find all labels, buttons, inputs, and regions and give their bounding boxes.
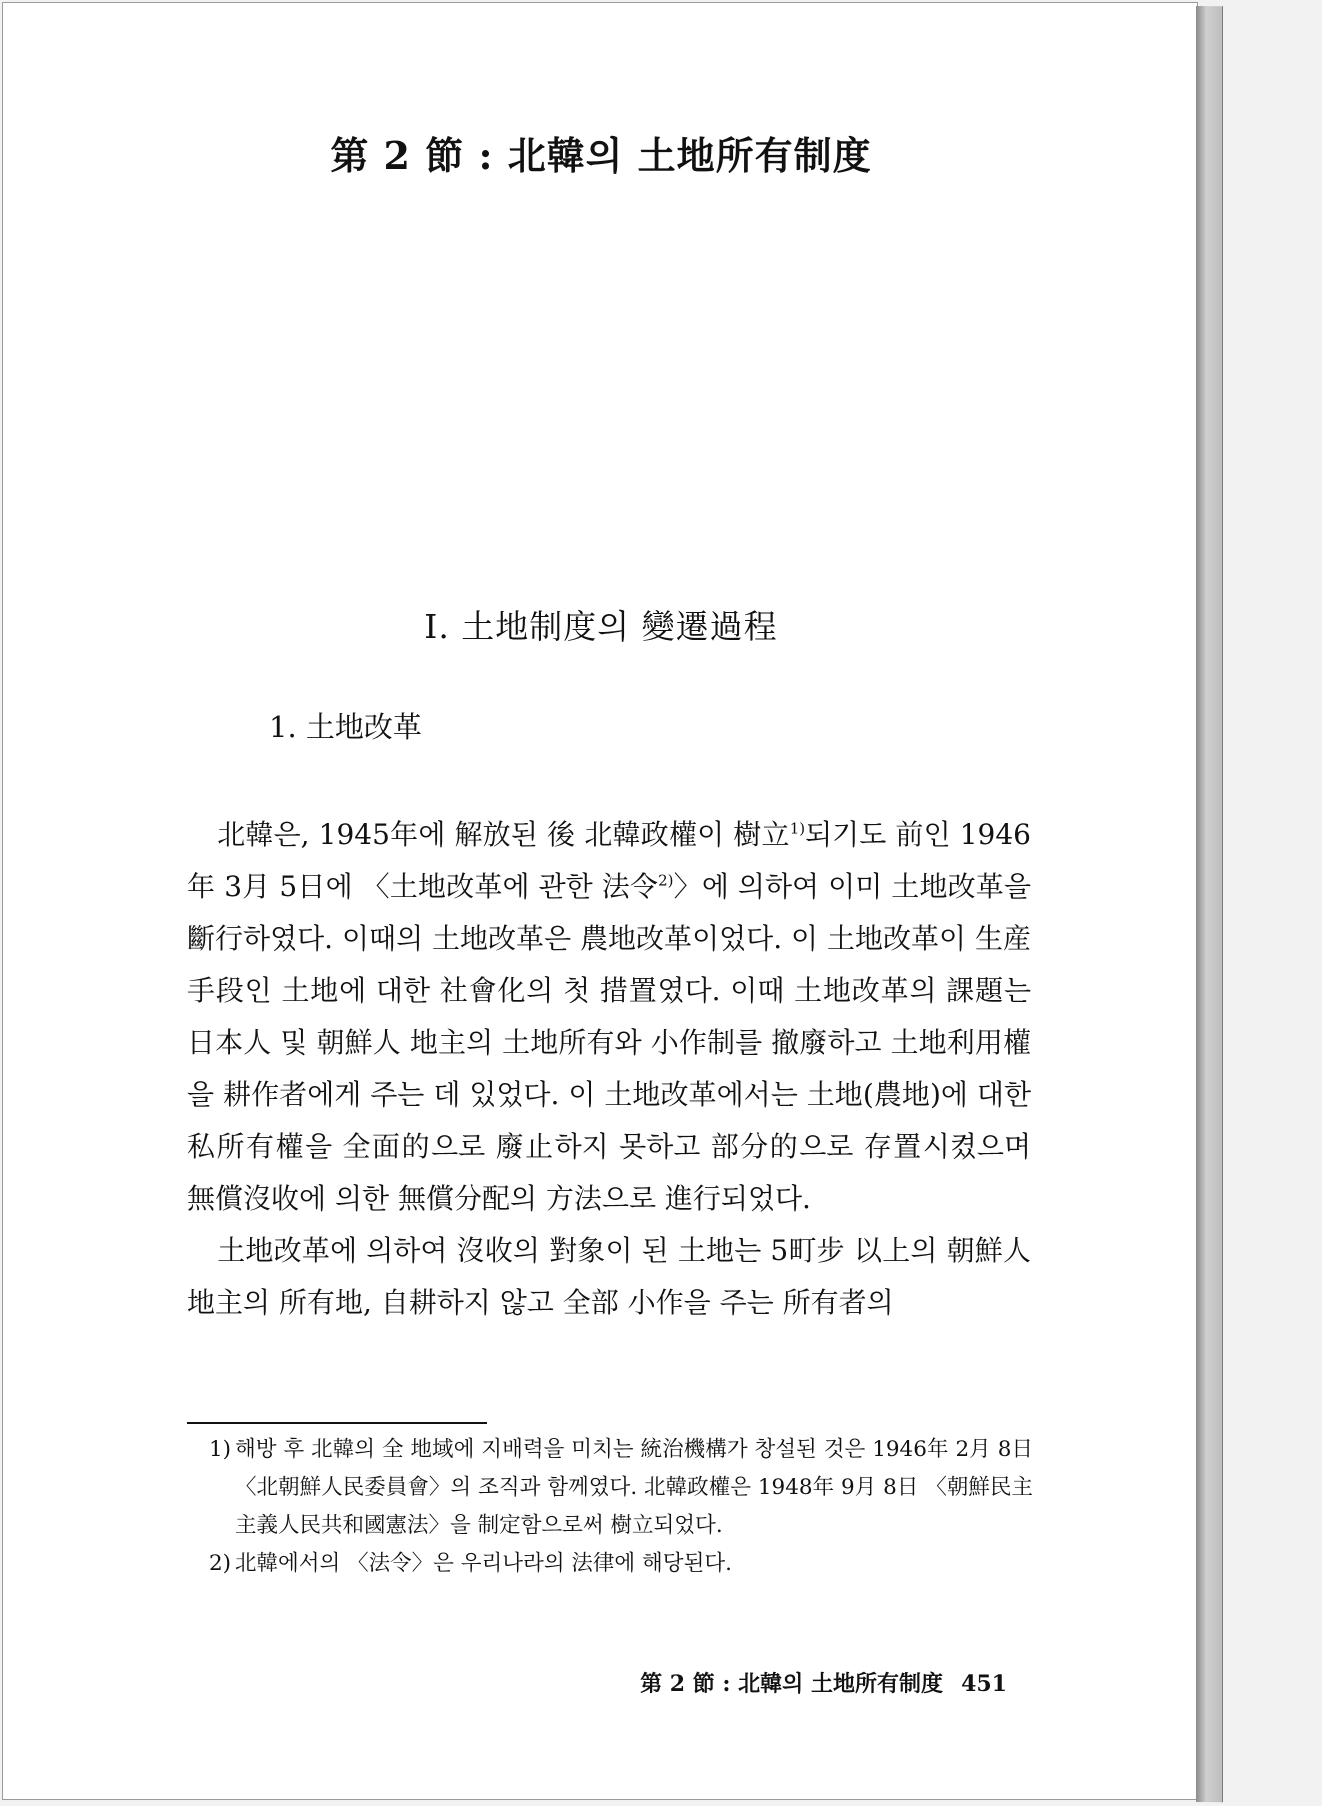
running-footer [640,1667,1007,1698]
section-title: 第 2 節 : 北韓의 土地所有制度 [330,133,872,178]
footnote-divider [187,1422,487,1424]
footnote-marker-2: 2) [658,871,674,890]
page-number: 451 [961,1671,1007,1697]
running-title: 第 2 節 : 北韓의 土地所有制度 [640,1671,944,1697]
paragraph-1-part-a: 北韓은, 1945年에 解放된 後 北韓政權이 樹立 [217,818,790,851]
paragraph-1-part-b: 되기도 前인 1946年 3月 5日에 〈土地改革에 관한 法令 [187,818,1031,903]
paragraph-1-part-c: 〉에 의하여 이미 土地改革을 斷行하였다. 이때의 土地改革은 農地改革이었다. 이 土地改革이 生産手段인 土地에 대한 社會化의 첫 措置였다. 이때 土地改革의 課題는 日本人 및 朝鮮人 地主의 土地所有와 小作制를 撤廢하고 土地利用權을 耕作者에게 주는 데 있었다. 이 土地改革에서는 土地(農地)에 대한 私所有權을 全面的으로 廢止하지 못하고 部分的으로 存置시켰으며 無償沒收에 의한 無償分配의 方法으로 進行되었다. [187,870,1031,1215]
subsection-title: 1. 土地改革 [269,710,422,744]
paragraph-1 [187,809,1031,1225]
footnote-1 [209,1431,1033,1545]
footnote-text: 北韓에서의 〈法令〉은 우리나라의 法律에 해당된다. [235,1551,732,1576]
paragraph-2 [187,1225,1031,1329]
footnote-number: 2) [209,1551,232,1576]
footnote-2 [209,1545,1033,1583]
footnote-text: 해방 후 北韓의 全 地域에 지배력을 미치는 統治機構가 창설된 것은 1946年 2月 8日 〈北朝鮮人民委員會〉의 조직과 함께였다. 北韓政權은 1948年 9月 8日 〈朝鮮民主主義人民共和國憲法〉을 制定함으로써 樹立되었다. [235,1437,1033,1538]
chapter-heading: Ⅰ. 土地制度의 變遷過程 [424,607,778,646]
document-page [2,2,1198,1800]
paragraph-2-text: 土地改革에 의하여 沒收의 對象이 된 土地는 5町步 以上의 朝鮮人地主의 所有地, 自耕하지 않고 全部 小作을 주는 所有者의 [187,1234,1031,1319]
footnotes [209,1431,1033,1583]
body-text [187,809,1031,1329]
footnote-marker-1: 1) [789,819,806,838]
footnote-number: 1) [209,1437,232,1462]
page-stack-edge [1196,6,1223,1802]
